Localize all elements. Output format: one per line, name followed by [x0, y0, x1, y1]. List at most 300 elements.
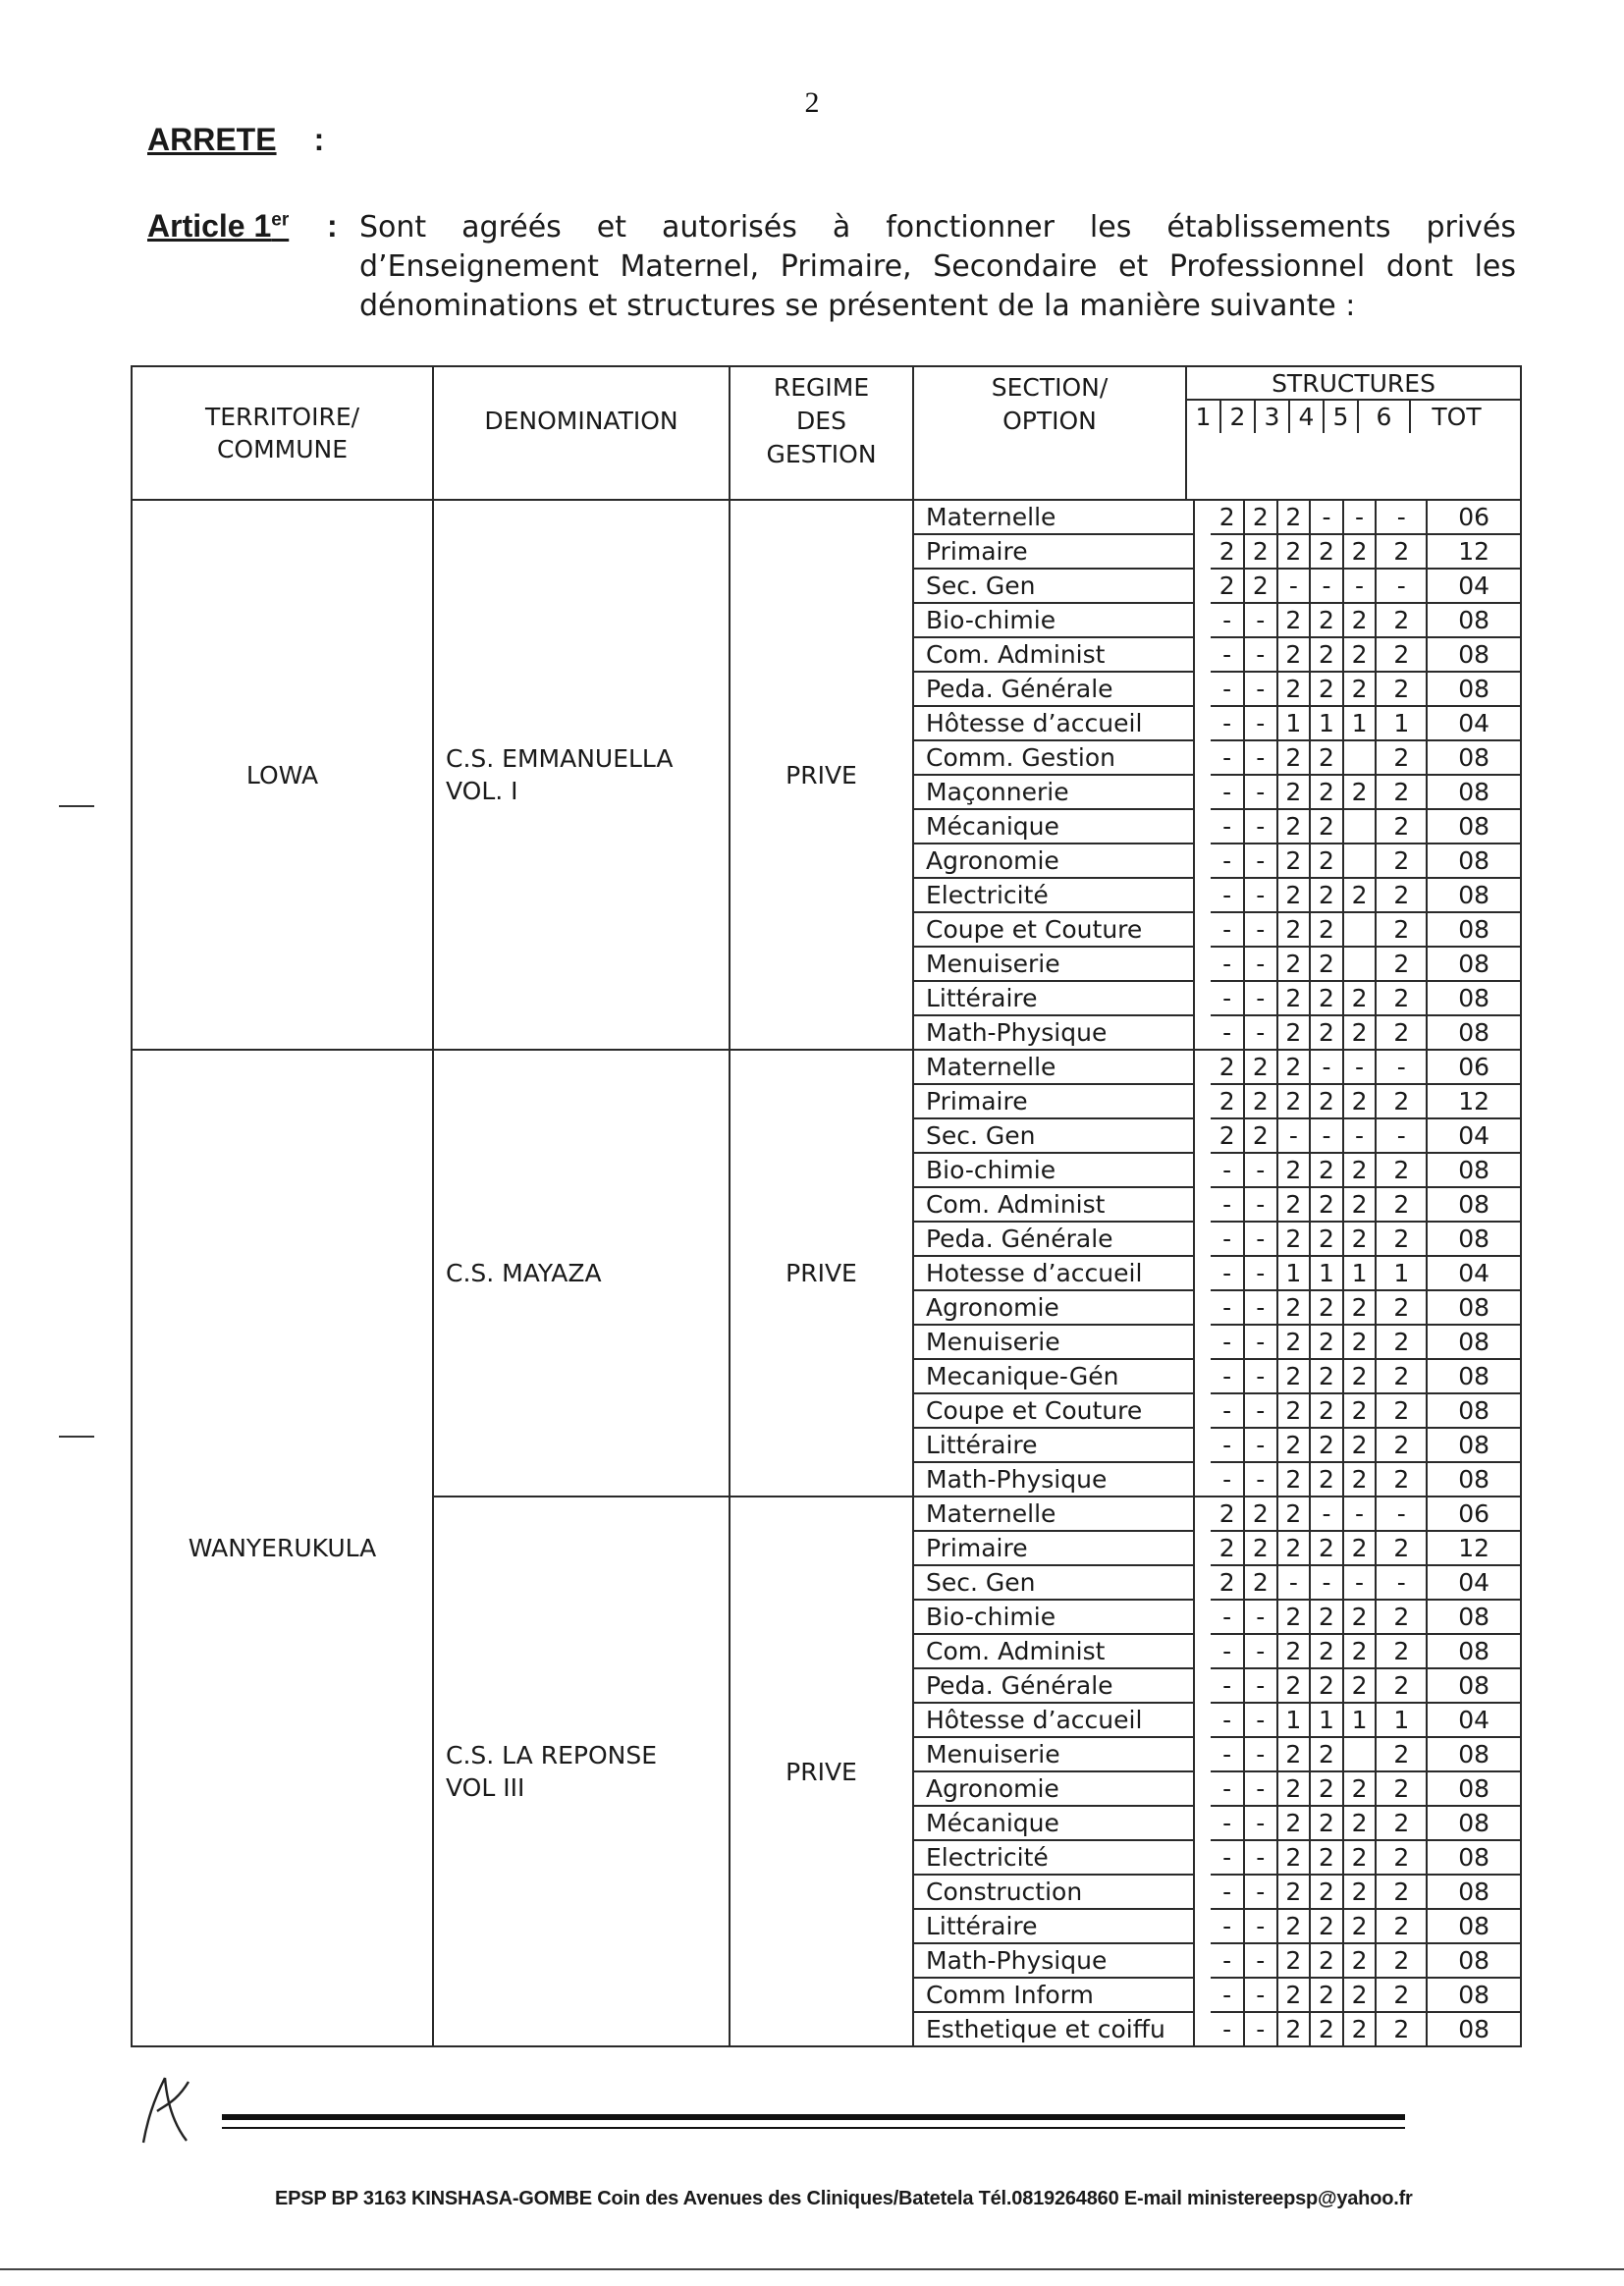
total-cell: 08: [1427, 912, 1520, 947]
option-name: Com. Administ: [914, 637, 1194, 672]
option-name: Menuiserie: [914, 1325, 1194, 1359]
column-gap: [1194, 501, 1211, 534]
level-4-cell: 2: [1310, 1531, 1343, 1565]
level-3-cell: 2: [1277, 1051, 1311, 1084]
level-6-cell: 2: [1376, 1943, 1427, 1978]
level-3-cell: 2: [1277, 1222, 1311, 1256]
level-5-cell: 2: [1343, 1771, 1377, 1806]
level-5-cell: 2: [1343, 1222, 1377, 1256]
option-name: Math-Physique: [914, 1015, 1194, 1049]
option-name: Menuiserie: [914, 947, 1194, 981]
total-cell: 04: [1427, 1565, 1520, 1600]
column-gap: [1194, 1290, 1211, 1325]
level-4-cell: 1: [1310, 1256, 1343, 1290]
territoire-cell: LOWA: [132, 500, 433, 1050]
level-2-cell: -: [1244, 2012, 1277, 2045]
option-name: Sec. Gen: [914, 569, 1194, 603]
level-4-cell: 2: [1310, 981, 1343, 1015]
level-5-cell: 1: [1343, 706, 1377, 740]
header-level-4: 4: [1290, 401, 1325, 433]
level-6-cell: -: [1376, 501, 1427, 534]
level-2-cell: 2: [1244, 1565, 1277, 1600]
level-3-cell: 2: [1277, 1497, 1311, 1531]
option-row: [914, 569, 1520, 603]
option-row: [914, 1875, 1520, 1909]
level-6-cell: 2: [1376, 1978, 1427, 2012]
header-section-line1: SECTION/: [991, 373, 1109, 402]
column-gap: [1194, 1703, 1211, 1737]
option-name: Coupe et Couture: [914, 912, 1194, 947]
level-6-cell: 2: [1376, 1290, 1427, 1325]
column-gap: [1194, 912, 1211, 947]
level-1-cell: -: [1211, 1428, 1244, 1462]
header-section: [913, 366, 1186, 500]
level-3-cell: 1: [1277, 1703, 1311, 1737]
column-gap: [1194, 1015, 1211, 1049]
level-2-cell: -: [1244, 1840, 1277, 1875]
level-6-cell: -: [1376, 1118, 1427, 1153]
column-gap: [1194, 740, 1211, 775]
option-name: Maternelle: [914, 1051, 1194, 1084]
level-5-cell: 2: [1343, 1428, 1377, 1462]
level-4-cell: 2: [1310, 2012, 1343, 2045]
denomination-cell: [433, 1497, 730, 2046]
level-6-cell: 2: [1376, 1634, 1427, 1668]
level-1-cell: -: [1211, 1222, 1244, 1256]
option-row: [914, 1978, 1520, 2012]
total-cell: 08: [1427, 603, 1520, 637]
header-level-1: 1: [1187, 401, 1221, 433]
level-5-cell: [1343, 740, 1377, 775]
header-regime: [730, 366, 913, 500]
level-3-cell: 2: [1277, 1531, 1311, 1565]
level-2-cell: 2: [1244, 1051, 1277, 1084]
level-1-cell: -: [1211, 1325, 1244, 1359]
level-4-cell: 2: [1310, 878, 1343, 912]
level-5-cell: 2: [1343, 1978, 1377, 2012]
level-3-cell: 2: [1277, 603, 1311, 637]
level-3-cell: 2: [1277, 1084, 1311, 1118]
level-2-cell: -: [1244, 1428, 1277, 1462]
option-name: Peda. Générale: [914, 672, 1194, 706]
option-row: [914, 1668, 1520, 1703]
level-4-cell: 2: [1310, 1978, 1343, 2012]
level-2-cell: -: [1244, 1256, 1277, 1290]
level-6-cell: 2: [1376, 1084, 1427, 1118]
level-3-cell: 2: [1277, 775, 1311, 809]
total-cell: 04: [1427, 1118, 1520, 1153]
level-1-cell: 2: [1211, 1051, 1244, 1084]
column-gap: [1194, 1634, 1211, 1668]
article-label: [147, 208, 289, 245]
denomination-line: C.S. EMMANUELLA: [446, 744, 674, 773]
option-name: Bio-chimie: [914, 1153, 1194, 1187]
column-gap: [1194, 1428, 1211, 1462]
level-4-cell: 2: [1310, 1325, 1343, 1359]
total-cell: 08: [1458, 1465, 1490, 1494]
level-6-cell: 2: [1376, 1840, 1427, 1875]
column-gap: [1194, 1806, 1211, 1840]
level-4-cell: 2: [1310, 637, 1343, 672]
level-5-cell: 2: [1343, 1634, 1377, 1668]
level-1-cell: -: [1211, 1015, 1244, 1049]
level-4-cell: 2: [1310, 775, 1343, 809]
total-cell: 08: [1427, 809, 1520, 844]
column-gap: [1194, 1771, 1211, 1806]
level-6-cell: 2: [1376, 775, 1427, 809]
level-1-cell: -: [1211, 1462, 1244, 1496]
level-1-cell: -: [1211, 1290, 1244, 1325]
level-6-cell: 1: [1376, 1256, 1427, 1290]
level-2-cell: -: [1244, 912, 1277, 947]
option-name: Mecanique-Gén: [914, 1359, 1194, 1393]
level-1-cell: 2: [1211, 569, 1244, 603]
level-6-cell: 2: [1376, 1737, 1427, 1771]
option-name: Esthetique et coiffu: [914, 2012, 1194, 2045]
level-6-cell: 2: [1376, 1393, 1427, 1428]
option-name: Sec. Gen: [914, 1118, 1194, 1153]
level-6-cell: 2: [1376, 1668, 1427, 1703]
column-gap: [1194, 706, 1211, 740]
level-5-cell: 2: [1343, 1909, 1377, 1943]
level-4-cell: 2: [1310, 1428, 1343, 1462]
option-row: [914, 1771, 1520, 1806]
level-2-cell: -: [1244, 1290, 1277, 1325]
level-1-cell: -: [1211, 603, 1244, 637]
level-1-cell: -: [1211, 1668, 1244, 1703]
level-1-cell: 2: [1211, 1084, 1244, 1118]
column-gap: [1194, 1256, 1211, 1290]
total-cell: 06: [1427, 501, 1520, 534]
level-5-cell: 2: [1343, 1806, 1377, 1840]
level-5-cell: [1343, 844, 1377, 878]
total-cell: 08: [1427, 878, 1520, 912]
level-2-cell: -: [1244, 706, 1277, 740]
level-6-cell: 2: [1376, 1325, 1427, 1359]
option-name: Math-Physique: [914, 1462, 1194, 1496]
total-cell: 08: [1427, 844, 1520, 878]
option-row: [914, 1634, 1520, 1668]
denomination-line: C.S. LA REPONSE: [446, 1741, 658, 1769]
total-cell: 08: [1427, 981, 1520, 1015]
option-name: Peda. Générale: [914, 1222, 1194, 1256]
column-gap: [1194, 1909, 1211, 1943]
level-6-cell: 2: [1376, 947, 1427, 981]
level-2-cell: -: [1244, 1634, 1277, 1668]
level-4-cell: 2: [1310, 844, 1343, 878]
level-3-cell: 2: [1277, 1875, 1311, 1909]
header-level-5: 5: [1325, 401, 1359, 433]
level-5-cell: 2: [1343, 1668, 1377, 1703]
level-1-cell: 2: [1211, 1118, 1244, 1153]
level-2-cell: -: [1244, 1978, 1277, 2012]
option-name: Agronomie: [914, 1290, 1194, 1325]
options-block: [913, 1497, 1521, 2046]
level-2-cell: -: [1244, 1668, 1277, 1703]
level-5-cell: 2: [1343, 1290, 1377, 1325]
level-5-cell: 2: [1343, 1084, 1377, 1118]
table-header-row: [132, 366, 1521, 500]
level-4-cell: 2: [1310, 1015, 1343, 1049]
options-table: [914, 1051, 1520, 1496]
level-4-cell: 2: [1310, 1290, 1343, 1325]
column-gap: [1194, 1737, 1211, 1771]
option-row: [914, 740, 1520, 775]
regime-cell: PRIVE: [730, 1497, 913, 2046]
level-5-cell: -: [1343, 1118, 1377, 1153]
column-gap: [1194, 947, 1211, 981]
school-row: [132, 1050, 1521, 1497]
level-1-cell: -: [1211, 1600, 1244, 1634]
level-4-cell: 2: [1310, 1393, 1343, 1428]
level-3-cell: 2: [1277, 1634, 1311, 1668]
level-2-cell: -: [1244, 1943, 1277, 1978]
territoire-cell: WANYERUKULA: [132, 1050, 433, 2046]
level-4-cell: -: [1310, 1497, 1343, 1531]
level-1-cell: 2: [1211, 534, 1244, 569]
option-name: Sec. Gen: [914, 1565, 1194, 1600]
level-1-cell: -: [1211, 1909, 1244, 1943]
option-name: Electricité: [914, 1840, 1194, 1875]
option-name: Coupe et Couture: [914, 1393, 1194, 1428]
level-3-cell: 2: [1277, 947, 1311, 981]
level-2-cell: 2: [1244, 534, 1277, 569]
level-5-cell: 2: [1343, 1943, 1377, 1978]
level-2-cell: 2: [1244, 1531, 1277, 1565]
level-3-cell: 2: [1277, 672, 1311, 706]
level-3-cell: 2: [1277, 1393, 1311, 1428]
level-2-cell: -: [1244, 1909, 1277, 1943]
level-6-cell: 2: [1376, 1462, 1427, 1496]
level-2-cell: -: [1244, 1875, 1277, 1909]
total-cell: 08: [1427, 1222, 1520, 1256]
signature-icon: [137, 2062, 196, 2147]
header-territoire: [132, 366, 433, 500]
level-4-cell: 2: [1310, 1668, 1343, 1703]
column-gap: [1194, 1840, 1211, 1875]
total-cell: 08: [1427, 1875, 1520, 1909]
level-6-cell: 2: [1376, 1428, 1427, 1462]
level-2-cell: -: [1244, 1737, 1277, 1771]
level-4-cell: 1: [1310, 1703, 1343, 1737]
level-1-cell: -: [1211, 1978, 1244, 2012]
level-4-cell: 2: [1310, 740, 1343, 775]
option-name: Com. Administ: [914, 1187, 1194, 1222]
option-name: Com. Administ: [914, 1634, 1194, 1668]
total-cell: 08: [1427, 1909, 1520, 1943]
header-denomination: [433, 366, 730, 500]
level-5-cell: 2: [1343, 1600, 1377, 1634]
option-row: [914, 912, 1520, 947]
margin-mark: [59, 805, 94, 807]
level-1-cell: -: [1211, 1806, 1244, 1840]
total-cell: 08: [1427, 947, 1520, 981]
level-6-cell: 2: [1376, 878, 1427, 912]
total-cell: 08: [1427, 1668, 1520, 1703]
schools-table: [131, 365, 1522, 2047]
total-cell: 08: [1427, 1290, 1520, 1325]
level-6-cell: -: [1376, 1497, 1427, 1531]
options-block: [913, 500, 1521, 1050]
level-5-cell: -: [1343, 1565, 1377, 1600]
total-cell: 06: [1427, 1051, 1520, 1084]
level-2-cell: -: [1244, 844, 1277, 878]
level-6-cell: 2: [1376, 981, 1427, 1015]
level-6-cell: 2: [1376, 740, 1427, 775]
option-name: Math-Physique: [914, 1943, 1194, 1978]
column-gap: [1194, 603, 1211, 637]
level-3-cell: 2: [1277, 844, 1311, 878]
level-6-cell: 2: [1376, 603, 1427, 637]
level-6-cell: -: [1376, 569, 1427, 603]
level-1-cell: -: [1211, 844, 1244, 878]
level-6-cell: 2: [1376, 1153, 1427, 1187]
option-row: [914, 775, 1520, 809]
level-3-cell: 2: [1277, 1600, 1311, 1634]
level-2-cell: -: [1244, 1359, 1277, 1393]
level-4-cell: -: [1310, 1118, 1343, 1153]
option-name: Maçonnerie: [914, 775, 1194, 809]
option-row: [914, 1806, 1520, 1840]
column-gap: [1194, 1187, 1211, 1222]
level-2-cell: -: [1244, 637, 1277, 672]
level-1-cell: -: [1211, 1737, 1244, 1771]
level-6-cell: -: [1376, 1051, 1427, 1084]
level-5-cell: 2: [1343, 1875, 1377, 1909]
option-name: Bio-chimie: [914, 1600, 1194, 1634]
header-territoire-line2: COMMUNE: [216, 435, 349, 463]
level-1-cell: -: [1211, 1153, 1244, 1187]
level-2-cell: -: [1244, 878, 1277, 912]
article-colon: :: [327, 208, 338, 244]
level-2-cell: 2: [1244, 569, 1277, 603]
level-5-cell: 2: [1343, 1325, 1377, 1359]
option-row: [914, 2012, 1520, 2045]
level-5-cell: -: [1343, 501, 1377, 534]
total-cell: 08: [1427, 1428, 1520, 1462]
footer-rule-thick: [222, 2114, 1405, 2120]
level-4-cell: 2: [1310, 1943, 1343, 1978]
column-gap: [1194, 1051, 1211, 1084]
option-row: [914, 706, 1520, 740]
column-gap: [1194, 1565, 1211, 1600]
header-level-tot: TOT: [1432, 403, 1482, 431]
level-6-cell: 2: [1376, 1015, 1427, 1049]
option-row: [914, 1565, 1520, 1600]
level-4-cell: -: [1310, 1565, 1343, 1600]
level-2-cell: -: [1244, 1222, 1277, 1256]
level-1-cell: -: [1211, 740, 1244, 775]
column-gap: [1194, 1462, 1211, 1496]
level-3-cell: 1: [1277, 706, 1311, 740]
total-cell: 08: [1427, 637, 1520, 672]
option-name: Littéraire: [914, 1428, 1194, 1462]
level-1-cell: -: [1211, 1634, 1244, 1668]
level-6-cell: 2: [1376, 534, 1427, 569]
level-1-cell: -: [1211, 1187, 1244, 1222]
option-row: [914, 603, 1520, 637]
option-name: Mécanique: [914, 1806, 1194, 1840]
header-section-line2: OPTION: [1002, 407, 1097, 435]
level-2-cell: -: [1244, 1703, 1277, 1737]
level-2-cell: -: [1244, 1600, 1277, 1634]
level-1-cell: -: [1211, 775, 1244, 809]
total-cell: 06: [1427, 1497, 1520, 1531]
total-cell: 08: [1427, 1840, 1520, 1875]
option-name: Littéraire: [914, 1909, 1194, 1943]
level-5-cell: [1343, 809, 1377, 844]
heading-title: ARRETE: [147, 122, 277, 157]
option-row: [914, 1600, 1520, 1634]
level-6-cell: 2: [1376, 672, 1427, 706]
total-cell: 12: [1427, 1531, 1520, 1565]
heading-colon: :: [313, 122, 325, 157]
level-3-cell: 2: [1277, 1359, 1311, 1393]
article-superscript: er: [271, 209, 290, 231]
column-gap: [1194, 844, 1211, 878]
level-3-cell: -: [1277, 1565, 1311, 1600]
level-4-cell: 2: [1310, 1187, 1343, 1222]
option-row: [914, 878, 1520, 912]
header-regime-line2: DES: [796, 407, 846, 435]
level-4-cell: 2: [1310, 1462, 1343, 1496]
level-1-cell: 2: [1211, 501, 1244, 534]
level-4-cell: 2: [1310, 947, 1343, 981]
total-cell: 08: [1427, 1943, 1520, 1978]
level-5-cell: 1: [1343, 1256, 1377, 1290]
level-2-cell: -: [1244, 809, 1277, 844]
option-row: [914, 1531, 1520, 1565]
option-row: [914, 1737, 1520, 1771]
column-gap: [1194, 1875, 1211, 1909]
total-cell: 08: [1458, 2015, 1490, 2043]
level-3-cell: 2: [1277, 1806, 1311, 1840]
level-5-cell: 2: [1343, 1840, 1377, 1875]
level-5-cell: 2: [1343, 1531, 1377, 1565]
column-gap: [1194, 1668, 1211, 1703]
option-row: [914, 534, 1520, 569]
option-row: [914, 1325, 1520, 1359]
level-5-cell: 2: [1343, 1462, 1377, 1496]
level-1-cell: -: [1211, 1393, 1244, 1428]
level-6-cell: 2: [1376, 1187, 1427, 1222]
school-row: [132, 500, 1521, 1050]
level-1-cell: -: [1211, 1771, 1244, 1806]
level-3-cell: 2: [1277, 1771, 1311, 1806]
level-6-cell: 2: [1376, 912, 1427, 947]
level-4-cell: 2: [1310, 1222, 1343, 1256]
option-row: [914, 1084, 1520, 1118]
level-5-cell: 2: [1343, 534, 1377, 569]
option-row: [914, 1703, 1520, 1737]
total-cell: 08: [1427, 1187, 1520, 1222]
total-cell: 04: [1427, 706, 1520, 740]
option-name: Primaire: [914, 534, 1194, 569]
level-6-cell: 2: [1376, 1771, 1427, 1806]
option-name: Maternelle: [914, 1497, 1194, 1531]
level-5-cell: 2: [1343, 1393, 1377, 1428]
level-5-cell: 1: [1343, 1703, 1377, 1737]
level-1-cell: -: [1211, 947, 1244, 981]
level-5-cell: -: [1343, 1051, 1377, 1084]
column-gap: [1194, 637, 1211, 672]
total-cell: 08: [1427, 1806, 1520, 1840]
options-table: [914, 501, 1520, 1049]
column-gap: [1194, 1393, 1211, 1428]
total-cell: 12: [1427, 1084, 1520, 1118]
level-3-cell: 2: [1277, 1737, 1311, 1771]
article-label-text: [147, 208, 289, 244]
